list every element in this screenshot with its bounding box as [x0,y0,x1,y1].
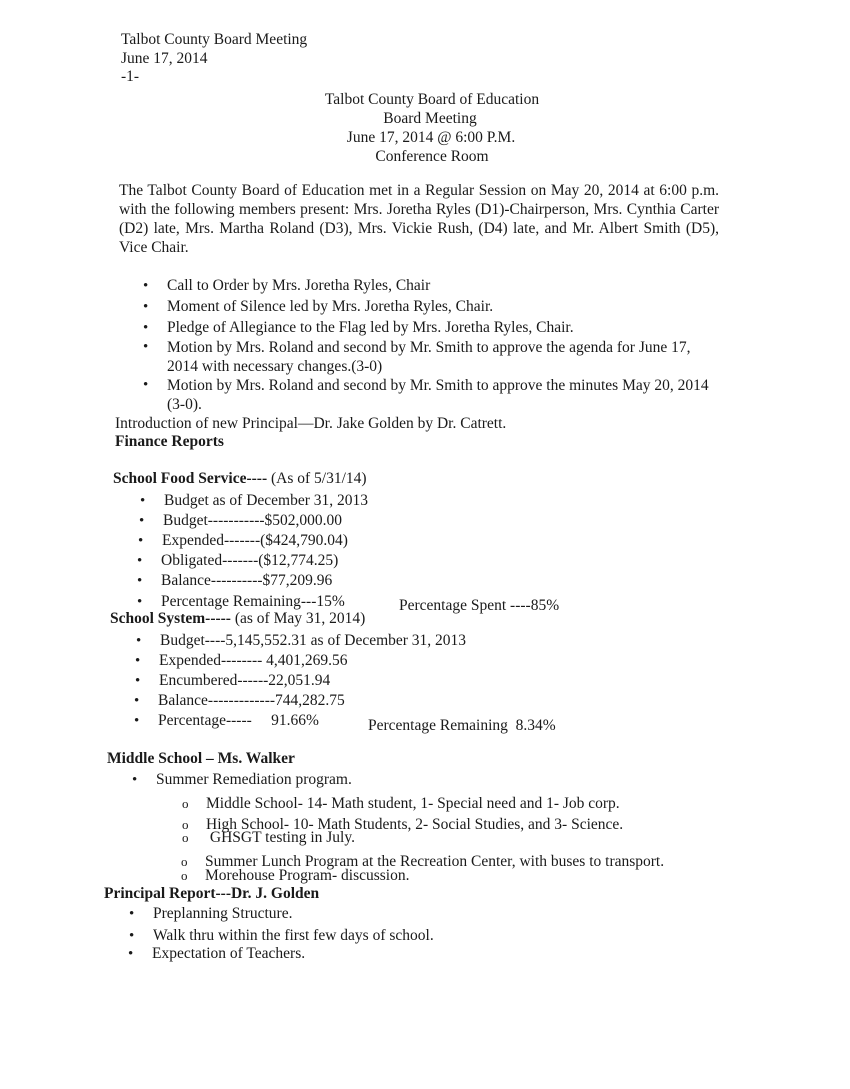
food-service-item: • Expended-------($424,790.04) [162,531,348,551]
school-system-item: • Encumbered------22,051.94 [159,671,330,691]
principal-introduction: Introduction of new Principal—Dr. Jake Golden by Dr. Catrett. [115,415,507,432]
food-service-heading [113,469,367,489]
principal-report-item: • Expectation of Teachers. [152,944,305,964]
middle-school-subitem: o Morehouse Program- discussion. [205,866,410,886]
food-service-asof: (As of 5/31/14) [267,470,367,487]
school-system-heading [110,609,365,629]
agenda-item: • Moment of Silence led by Mrs. Joretha Ryles, Chair. [167,297,493,317]
food-service-percentage-spent: Percentage Spent ----85% [399,597,560,614]
heading-line-3: June 17, 2014 @ 6:00 P.M. [346,129,516,146]
school-system-item: • Budget----5,145,552.31 as of December 31, 2013 [160,631,466,651]
middle-school-subitem: o Middle School- 14- Math student, 1- Special need and 1- Job corp. [206,794,620,814]
principal-report-heading: Principal Report---Dr. J. Golden [104,885,320,902]
school-system-item: • Balance-------------744,282.75 [158,691,345,711]
food-service-item: • Budget-----------$502,000.00 [163,511,342,531]
finance-reports-heading: Finance Reports [115,433,224,450]
middle-school-item: • Summer Remediation program. [156,770,352,790]
school-system-item: • Expended-------- 4,401,269.56 [159,651,348,671]
principal-report-item: • Walk thru within the first few days of school. [153,926,434,946]
principal-report-item: • Preplanning Structure. [153,904,292,924]
food-service-item: • Percentage Remaining---15% [161,592,345,612]
school-system-title: School System----- [110,610,231,627]
page-number: -1- [121,68,140,85]
intro-paragraph: The Talbot County Board of Education met in a Regular Session on May 20, 2014 at 6:00 p.m. with the following members present: Mrs. Joretha Ryles (D1)-Chairperson, Mrs. Cynthia Carter (D2) late, Mrs. Martha Roland (D3), Mrs. Vickie Rush, (D4) late, and Mr. Albert Smith (D5), Vice Chair. [119,182,719,256]
document-header-title: Talbot County Board Meeting [121,31,308,48]
food-service-item: • Obligated-------($12,774.25) [161,551,338,571]
school-system-asof: (as of May 31, 2014) [230,610,366,627]
meeting-heading [0,90,850,166]
agenda-item: • Call to Order by Mrs. Joretha Ryles, Chair [167,276,430,296]
middle-school-subitem: o GHSGT testing in July. [206,828,355,848]
middle-school-subitem: o High School- 10- Math Students, 2- Social Studies, and 3- Science. [206,815,623,835]
heading-line-2: Board Meeting [383,110,477,127]
middle-school-heading: Middle School – Ms. Walker [107,750,295,767]
agenda-item: • Motion by Mrs. Roland and second by Mr. Smith to approve the minutes May 20, 2014 (3-0). [167,376,712,414]
agenda-item: • Motion by Mrs. Roland and second by Mr. Smith to approve the agenda for June 17, 2014 with necessary changes.(3-0) [167,338,712,376]
document-header-date: June 17, 2014 [121,50,208,67]
food-service-item: • Balance----------$77,209.96 [161,571,332,591]
school-system-percentage-remaining: Percentage Remaining 8.34% [368,717,556,734]
food-service-item: • Budget as of December 31, 2013 [164,491,368,511]
food-service-title: School Food Service---- [113,470,268,487]
heading-line-4: Conference Room [375,148,489,165]
school-system-item: • Percentage----- 91.66% [158,711,319,731]
heading-line-1: Talbot County Board of Education [324,91,540,108]
agenda-item: • Pledge of Allegiance to the Flag led by Mrs. Joretha Ryles, Chair. [167,318,574,338]
middle-school-subitem: o Summer Lunch Program at the Recreation Center, with buses to transport. [205,852,664,872]
